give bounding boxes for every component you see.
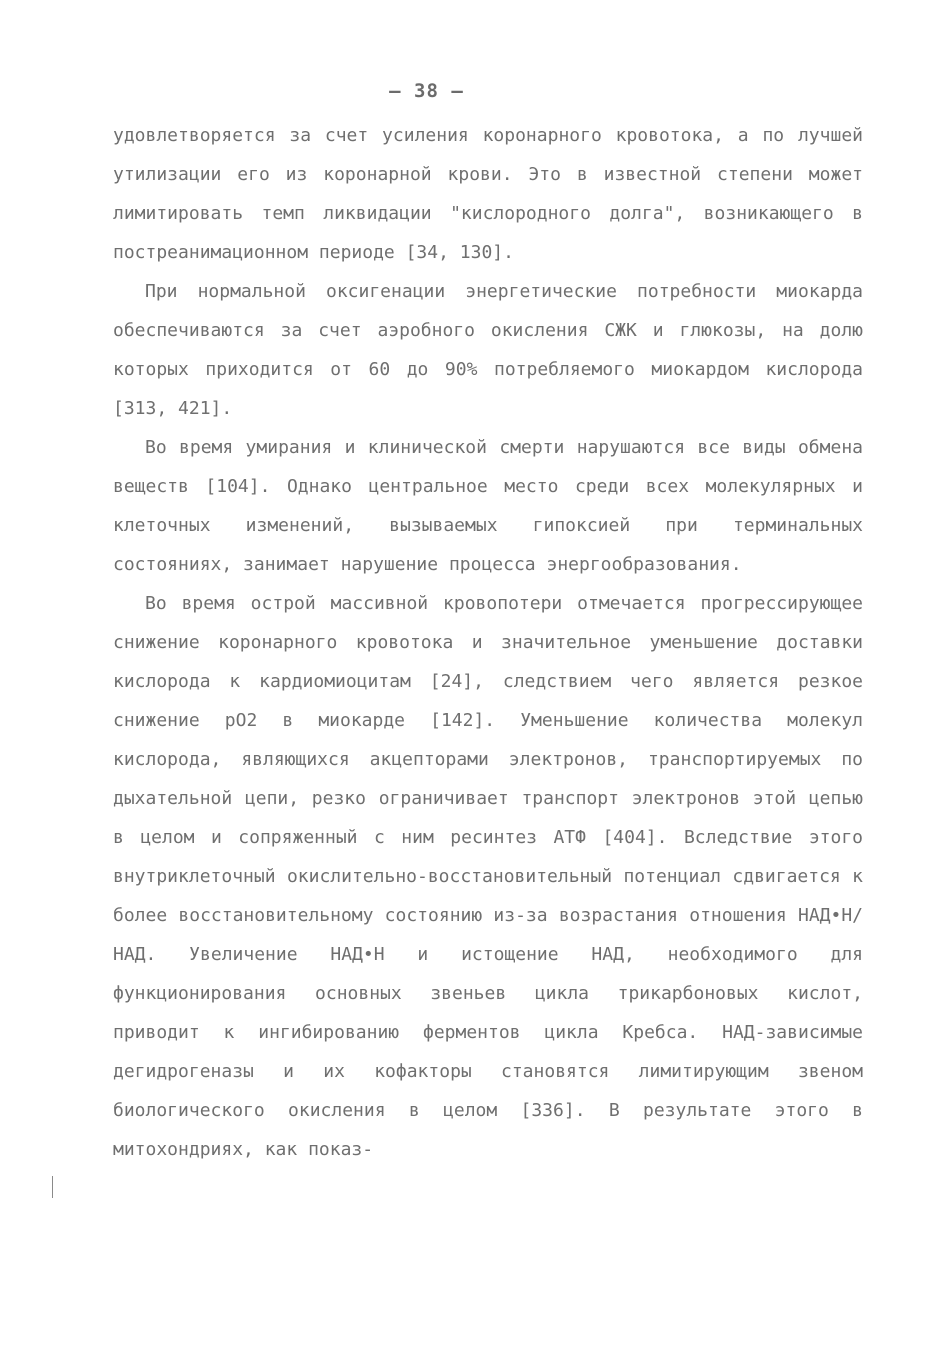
body-text bbox=[113, 116, 863, 1169]
paragraph-3: Во время умирания и клинической смерти нарушаются все виды обмена веществ [104]. Однако центральное место среди всех молекулярных и клеточных изменений, вызываемых гипоксией при терминальных состояниях, занимает нарушение процесса энергообразования. bbox=[113, 437, 863, 575]
margin-mark bbox=[52, 1176, 53, 1198]
paragraph-1: удовлетворяется за счет усиления коронарного кровотока, а по лучшей утилизации его из коронарной крови. Это в известной степени может лимитировать темп ликвидации "кислородного долга", возникающего в постреанимационном периоде [34, 130]. bbox=[113, 125, 863, 263]
page-number: – 38 – bbox=[389, 80, 464, 102]
paragraph-2: При нормальной оксигенации энергетические потребности миокарда обеспечиваются за счет аэробного окисления СЖК и глюкозы, на долю которых приходится от 60 до 90% потребляемого миокардом кислорода [313, 421]. bbox=[113, 281, 863, 419]
paragraph-4: Во время острой массивной кровопотери отмечается прогрессирующее снижение коронарного кровотока и значительное уменьшение доставки кислорода к кардиомиоцитам [24], следствием чего является резкое снижение pO2 в миокарде [142]. Уменьшение количества молекул кислорода, являющихся акцепторами электронов, транспортируемых по дыхательной цепи, резко ограничивает транспорт электронов этой цепью в целом и сопряженный с ним ресинтез АТФ [404]. Вследствие этого внутриклеточный окислительно-восстановительный потенциал сдвигается к более восстановительному состоянию из-за возрастания отношения НАД•Н/НАД. Увеличение НАД•Н и истощение НАД, необходимого для функционирования основных звеньев цикла трикарбоновых кислот, приводит к ингибированию ферментов цикла Кребса. НАД-зависимые дегидрогеназы и их кофакторы становятся лимитирующим звеном биологического окисления в целом [336]. В результате этого в митохондриях, как показ- bbox=[113, 593, 863, 1160]
